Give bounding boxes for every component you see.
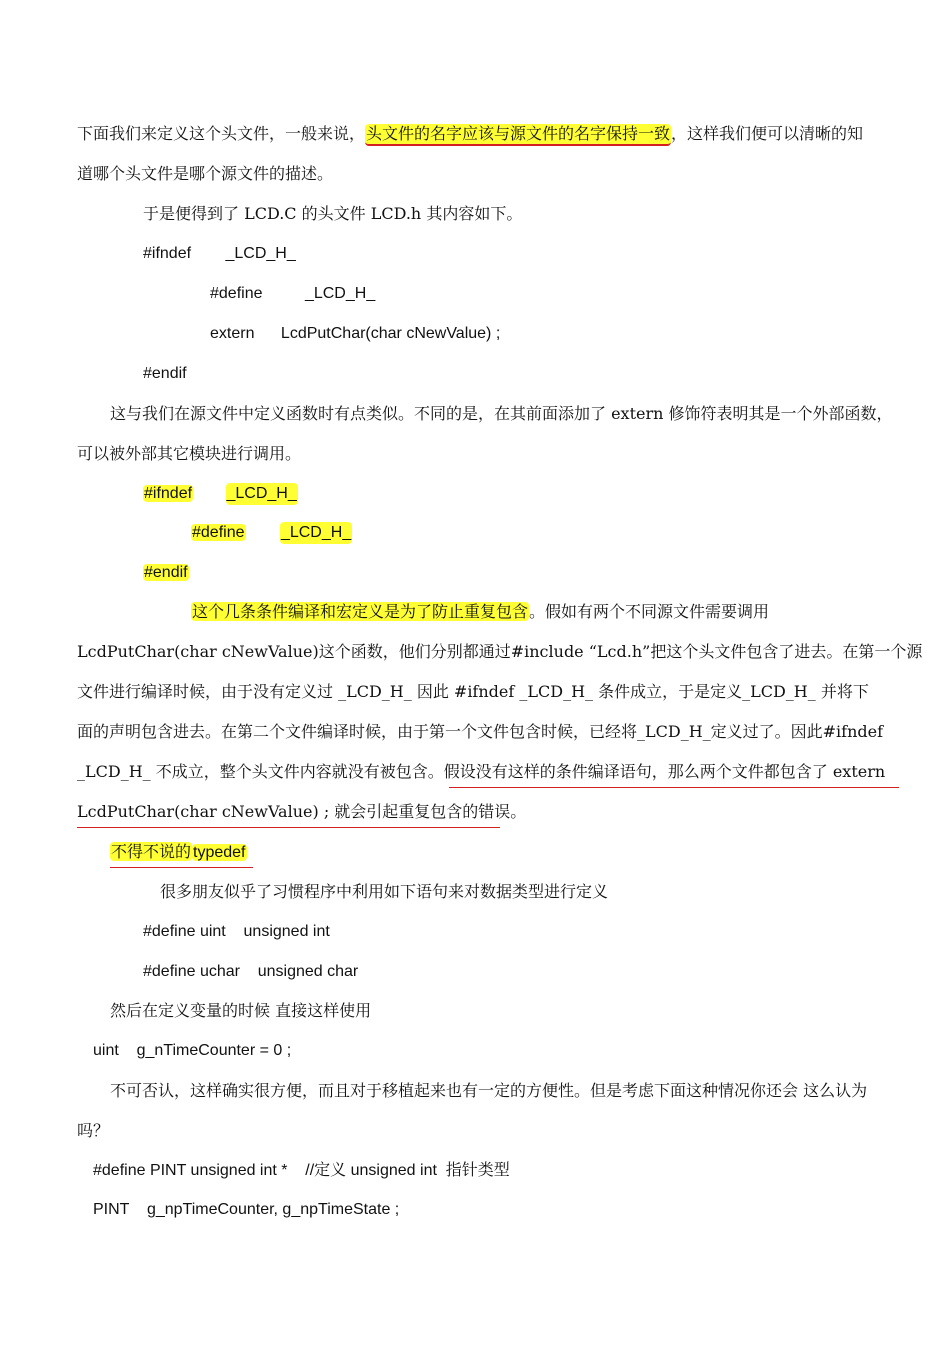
paragraph-line bbox=[77, 123, 863, 145]
code-line bbox=[210, 323, 500, 345]
paragraph-line: 这与我们在源文件中定义函数时有点类似。不同的是，在其前面添加了 extern 修饰符表明其是一个外部函数， bbox=[110, 404, 893, 423]
text-run: _LCD_H_ 不成立，整个头文件内容就没有被包含。 bbox=[77, 762, 444, 781]
code-argument: _LCD_H_ bbox=[304, 285, 376, 302]
paragraph-line: 很多朋友似乎了习惯程序中利用如下语句来对数据类型进行定义 bbox=[160, 882, 609, 901]
text-run: 下面我们来定义这个头文件，一般来说， bbox=[77, 124, 366, 143]
highlighted-text: 这个几条条件编译和宏定义是为了防止重复包含 bbox=[192, 602, 529, 621]
paragraph-line: 可以被外部其它模块进行调用。 bbox=[77, 444, 302, 463]
code-keyword: #define bbox=[210, 285, 263, 302]
section-heading bbox=[110, 841, 247, 864]
paragraph-line: LcdPutChar(char cNewValue)这个函数，他们分别都通过#include “Lcd.h”把这个头文件包含了进去。在第一个源 bbox=[77, 642, 923, 661]
red-underline bbox=[110, 867, 253, 868]
code-line: PINT g_npTimeCounter, g_npTimeState ; bbox=[93, 1201, 400, 1218]
code-line: uint g_nTimeCounter = 0 ; bbox=[93, 1042, 292, 1059]
text-run: 。 bbox=[510, 802, 527, 821]
underlined-text: 假设没有这样的条件编译语句，那么两个文件都包含了 extern bbox=[443, 762, 886, 781]
red-underline bbox=[77, 827, 500, 828]
heading-text: 不得不说的 bbox=[111, 842, 192, 861]
paragraph-line bbox=[191, 601, 769, 623]
paragraph-line: 文件进行编译时候，由于没有定义过 _LCD_H_ 因此 #ifndef _LCD_H_ 条件成立，于是定义_LCD_H_ 并将下 bbox=[77, 682, 869, 701]
highlighted-code: #ifndef bbox=[144, 485, 193, 502]
text-run: 。假如有两个不同源文件需要调用 bbox=[529, 602, 770, 621]
heading-keyword: typedef bbox=[193, 844, 246, 861]
code-argument: LcdPutChar(char cNewValue) ; bbox=[280, 325, 501, 342]
code-line bbox=[143, 243, 296, 265]
code-line bbox=[143, 562, 189, 584]
code-line bbox=[191, 522, 352, 544]
paragraph-line: 不可否认，这样确实很方便，而且对于移植起来也有一定的方便性。但是考虑下面这种情况你还会 这么认为 bbox=[110, 1081, 868, 1100]
paragraph-line: 然后在定义变量的时候 直接这样使用 bbox=[110, 1001, 372, 1020]
paragraph-line: 道哪个头文件是哪个源文件的描述。 bbox=[77, 164, 334, 183]
highlighted-code: #endif bbox=[144, 564, 188, 581]
paragraph-line: 吗？ bbox=[77, 1121, 110, 1140]
paragraph-line bbox=[77, 761, 885, 783]
code-keyword: extern bbox=[210, 325, 255, 342]
code-line bbox=[210, 283, 375, 305]
code-line: #endif bbox=[143, 365, 187, 382]
code-keyword: #ifndef bbox=[143, 245, 192, 262]
code-line bbox=[143, 483, 298, 505]
text-run: ，这样我们便可以清晰的知 bbox=[671, 124, 864, 143]
code-argument: _LCD_H_ bbox=[225, 245, 296, 262]
paragraph-line bbox=[77, 801, 526, 823]
code-line: #define uint unsigned int bbox=[143, 923, 330, 940]
underlined-text: LcdPutChar(char cNewValue) ; 就会引起重复包含的错误 bbox=[77, 802, 511, 821]
highlighted-code: _LCD_H_ bbox=[280, 522, 352, 544]
highlighted-code: #define bbox=[192, 524, 245, 541]
code-line: #define PINT unsigned int * //定义 unsigned int 指针类型 bbox=[93, 1162, 510, 1179]
code-line: #define uchar unsigned char bbox=[143, 963, 359, 980]
highlighted-underlined-text: 头文件的名字应该与源文件的名字保持一致 bbox=[365, 124, 671, 146]
highlighted-code: _LCD_H_ bbox=[226, 483, 298, 505]
red-underline bbox=[449, 787, 899, 788]
paragraph-line: 于是便得到了 LCD.C 的头文件 LCD.h 其内容如下。 bbox=[143, 204, 523, 223]
paragraph-line: 面的声明包含进去。在第二个文件编译时候，由于第一个文件包含时候，已经将_LCD_H_定义过了。因此#ifndef bbox=[77, 722, 884, 741]
